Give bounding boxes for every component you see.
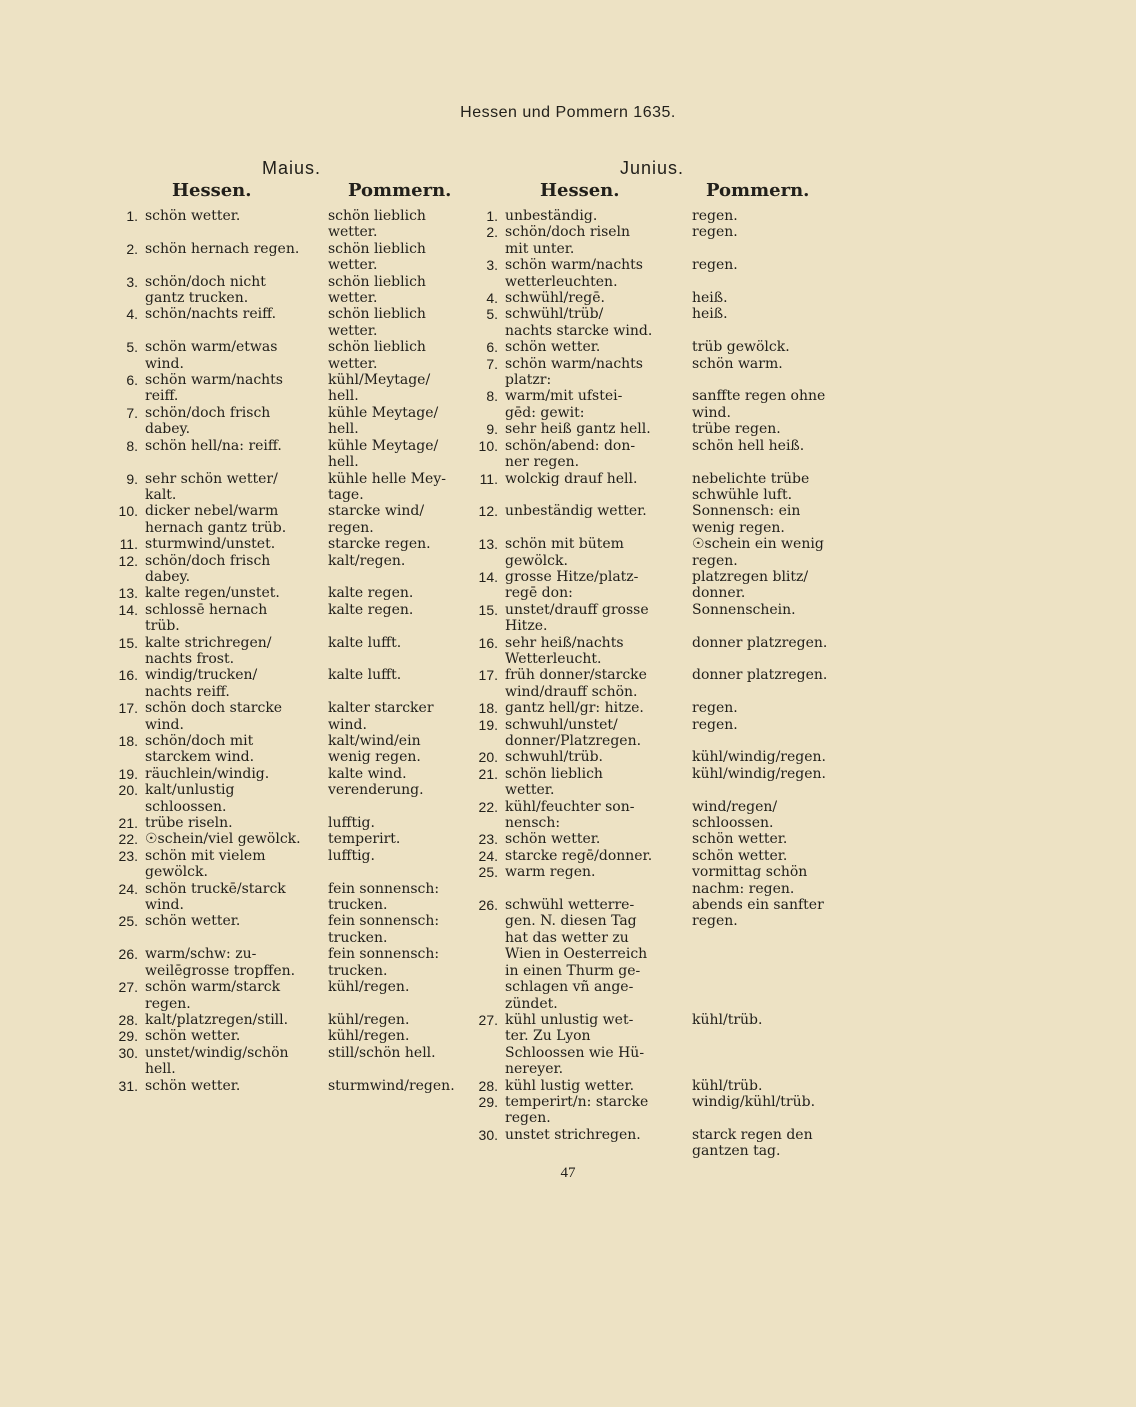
- day-number: 10.: [478, 437, 498, 454]
- hessen-weather: gantz hell/gr: hitze.: [505, 700, 644, 717]
- hessen-weather: schön wetter.: [145, 1077, 241, 1094]
- table-row: [112, 241, 478, 274]
- hessen-weather: schwuhl/unstet/ donner/Platzregen.: [505, 716, 642, 749]
- day-number: 9.: [486, 421, 498, 438]
- pommern-weather: kalte wind.: [328, 765, 407, 782]
- pommern-weather: kühl/Meytage/ hell.: [328, 372, 431, 405]
- hessen-weather: schwuhl/trüb.: [505, 749, 603, 766]
- pommern-weather: wind/regen/ schloossen.: [692, 798, 778, 832]
- day-number: 24.: [478, 847, 498, 864]
- pommern-weather: lufftig.: [328, 847, 375, 864]
- table-row: [472, 667, 852, 700]
- table-row: [472, 799, 852, 832]
- hessen-weather: warm/mit ufstei- gēd: gewit:: [505, 388, 623, 421]
- table-row: [472, 766, 852, 799]
- day-number: 4.: [126, 306, 138, 323]
- day-number: 29.: [478, 1093, 498, 1110]
- pommern-weather: schön lieblich wetter.: [328, 339, 426, 372]
- pommern-weather: kühl/windig/regen.: [692, 749, 826, 766]
- hessen-weather: sturmwind/unstet.: [145, 536, 276, 553]
- day-number: 11.: [479, 470, 498, 487]
- hessen-weather: schön warm/starck regen.: [145, 979, 281, 1012]
- hessen-weather: schön/nachts reiff.: [145, 306, 277, 323]
- hessen-weather: wolckig drauf hell.: [505, 470, 638, 487]
- pommern-weather: regen.: [692, 208, 738, 224]
- day-number: 31.: [118, 1077, 138, 1094]
- day-number: 12.: [478, 503, 498, 520]
- pommern-weather: platzregen blitz/ donner.: [692, 568, 809, 602]
- column-header-hessen: Hessen.: [540, 180, 620, 201]
- hessen-weather: schön warm/nachts wetterleuchten.: [505, 257, 643, 290]
- table-row: [112, 913, 478, 946]
- pommern-weather: regen.: [692, 700, 738, 717]
- day-number: 12.: [118, 552, 138, 569]
- day-number: 8.: [126, 437, 138, 454]
- hessen-weather: unstet/windig/schön hell.: [145, 1044, 289, 1078]
- day-number: 18.: [478, 700, 498, 717]
- pommern-weather: kalte regen.: [328, 585, 414, 602]
- hessen-weather: schön hernach regen.: [145, 240, 300, 257]
- hessen-weather: schwühl wetterre- gen. N. diesen Tag hat das wetter zu Wien in Oesterreich in einen Thurm ge- schlagen vñ ange- zündet.: [505, 897, 648, 1012]
- table-row: [112, 766, 478, 782]
- table-row: [112, 1045, 478, 1078]
- table-row: [112, 667, 478, 700]
- hessen-weather: schön truckē/starck wind.: [145, 880, 286, 914]
- day-number: 6.: [486, 339, 498, 356]
- table-row: [472, 717, 852, 750]
- table-row: [112, 602, 478, 635]
- day-number: 20.: [118, 782, 138, 799]
- table-row: [112, 881, 478, 914]
- pommern-weather: nebelichte trübe schwühle luft.: [692, 470, 810, 503]
- table-row: [112, 815, 478, 831]
- hessen-weather: räuchlein/windig.: [145, 765, 270, 782]
- hessen-weather: schön/abend: don- ner regen.: [505, 437, 636, 471]
- table-row: [112, 503, 478, 536]
- pommern-weather: Sonnenschein.: [692, 601, 796, 618]
- day-number: 18.: [118, 733, 138, 749]
- day-number: 3.: [126, 273, 138, 290]
- table-row: [472, 749, 852, 765]
- table-row: [112, 274, 478, 307]
- pommern-weather: verenderung.: [328, 782, 424, 799]
- table-row: [472, 421, 852, 437]
- hessen-weather: kühl unlustig wet- ter. Zu Lyon Schloossen wie Hü- nereyer.: [505, 1011, 645, 1078]
- hessen-weather: schön hell/na: reiff.: [145, 437, 282, 454]
- hessen-weather: temperirt/n: starcke regen.: [505, 1093, 649, 1127]
- hessen-weather: schön warm/nachts platzr:: [505, 355, 643, 389]
- table-row: [112, 536, 478, 552]
- day-number: 30.: [478, 1126, 498, 1143]
- table-row: [472, 569, 852, 602]
- day-number: 16.: [478, 634, 498, 651]
- day-number: 21.: [478, 765, 498, 782]
- day-number: 24.: [118, 880, 138, 897]
- hessen-weather: schön wetter.: [145, 208, 241, 224]
- table-row: [472, 471, 852, 504]
- table-row: [112, 782, 478, 815]
- hessen-weather: sehr schön wetter/ kalt.: [145, 470, 278, 503]
- pommern-weather: donner platzregen.: [692, 667, 828, 684]
- pommern-weather: kalt/wind/ein wenig regen.: [328, 733, 421, 766]
- pommern-weather: donner platzregen.: [692, 634, 828, 651]
- pommern-weather: kühl/regen.: [328, 1011, 410, 1028]
- day-number: 9.: [126, 470, 138, 487]
- pommern-weather: abends ein sanfter regen.: [692, 897, 824, 930]
- pommern-weather: ☉schein ein wenig regen.: [692, 536, 824, 569]
- hessen-weather: unstet strichregen.: [505, 1126, 641, 1143]
- day-number: 13.: [478, 536, 498, 553]
- hessen-weather: warm/schw: zu- weilēgrosse tropffen.: [145, 946, 296, 979]
- hessen-weather: grosse Hitze/platz- regē don:: [505, 568, 639, 602]
- pommern-weather: heiß.: [692, 290, 728, 307]
- pommern-weather: schön lieblich wetter.: [328, 273, 426, 307]
- page-number: 47: [560, 1165, 576, 1181]
- hessen-weather: schwühl/trüb/ nachts starcke wind.: [505, 306, 653, 339]
- pommern-weather: vormittag schön nachm: regen.: [692, 864, 808, 897]
- table-row: [472, 306, 852, 339]
- column-header-pommern: Pommern.: [348, 180, 452, 201]
- day-number: 8.: [486, 388, 498, 405]
- table-row: [472, 356, 852, 389]
- day-number: 27.: [478, 1011, 498, 1028]
- table-row: [472, 224, 852, 257]
- hessen-weather: unbeständig.: [505, 208, 598, 224]
- pommern-weather: fein sonnensch: trucken.: [328, 880, 440, 914]
- day-number: 25.: [118, 913, 138, 930]
- junius-table: [472, 208, 852, 1160]
- pommern-weather: schön hell heiß.: [692, 437, 805, 454]
- day-number: 27.: [118, 979, 138, 996]
- pommern-weather: schön lieblich wetter.: [328, 240, 426, 274]
- day-number: 29.: [118, 1028, 138, 1045]
- hessen-weather: schön/doch frisch dabey.: [145, 552, 271, 585]
- table-row: [472, 848, 852, 864]
- pommern-weather: kühl/trüb.: [692, 1011, 763, 1028]
- hessen-weather: schön/doch riseln mit unter.: [505, 224, 631, 257]
- pommern-weather: kühl/regen.: [328, 1028, 410, 1045]
- table-row: [112, 372, 478, 405]
- day-number: 19.: [478, 716, 498, 733]
- table-row: [472, 635, 852, 668]
- table-row: [472, 503, 852, 536]
- day-number: 5.: [486, 306, 498, 323]
- pommern-weather: kalte regen.: [328, 601, 414, 618]
- maius-table: [112, 208, 478, 1094]
- pommern-weather: kalte lufft.: [328, 667, 402, 684]
- day-number: 26.: [118, 946, 138, 963]
- table-row: [112, 946, 478, 979]
- pommern-weather: kalte lufft.: [328, 634, 402, 651]
- table-row: [472, 1094, 852, 1127]
- hessen-weather: ☉schein/viel gewölck.: [145, 831, 301, 848]
- pommern-weather: fein sonnensch: trucken.: [328, 913, 440, 946]
- day-number: 6.: [126, 372, 138, 389]
- day-number: 3.: [486, 257, 498, 274]
- hessen-weather: schön wetter.: [145, 1028, 241, 1045]
- table-row: [472, 290, 852, 306]
- hessen-weather: schön/doch nicht gantz trucken.: [145, 273, 266, 307]
- table-row: [112, 438, 478, 471]
- pommern-weather: schön wetter.: [692, 831, 788, 848]
- hessen-weather: schön mit vielem gewölck.: [145, 847, 266, 881]
- hessen-weather: warm regen.: [505, 864, 596, 881]
- hessen-weather: schön doch starcke wind.: [145, 700, 283, 733]
- pommern-weather: schön lieblich wetter.: [328, 208, 426, 241]
- day-number: 13.: [118, 585, 138, 602]
- table-row: [472, 536, 852, 569]
- day-number: 22.: [478, 798, 498, 815]
- pommern-weather: regen.: [692, 716, 738, 733]
- pommern-weather: still/schön hell.: [328, 1044, 436, 1061]
- day-number: 23.: [118, 847, 138, 864]
- pommern-weather: kühle Meytage/ hell.: [328, 437, 439, 471]
- table-row: [472, 864, 852, 897]
- day-number: 30.: [118, 1044, 138, 1061]
- day-number: 7.: [126, 404, 138, 421]
- table-row: [472, 700, 852, 716]
- table-row: [112, 405, 478, 438]
- column-header-hessen: Hessen.: [172, 180, 252, 201]
- table-row: [112, 1012, 478, 1028]
- pommern-weather: kühl/trüb.: [692, 1077, 763, 1094]
- hessen-weather: kühl/feuchter son- nensch:: [505, 798, 635, 832]
- pommern-weather: starck regen den gantzen tag.: [692, 1126, 813, 1160]
- day-number: 15.: [478, 601, 498, 618]
- day-number: 14.: [118, 601, 138, 618]
- pommern-weather: regen.: [692, 257, 738, 274]
- hessen-weather: schön lieblich wetter.: [505, 765, 603, 799]
- day-number: 26.: [478, 897, 498, 914]
- table-row: [112, 979, 478, 1012]
- hessen-weather: kalte strichregen/ nachts frost.: [145, 634, 272, 667]
- pommern-weather: kühle helle Mey- tage.: [328, 470, 446, 503]
- table-row: [472, 602, 852, 635]
- day-number: 16.: [118, 667, 138, 684]
- day-number: 21.: [118, 815, 138, 832]
- table-row: [472, 438, 852, 471]
- table-row: [112, 1078, 478, 1094]
- table-row: [472, 339, 852, 355]
- hessen-weather: kalt/unlustig schloossen.: [145, 782, 235, 815]
- pommern-weather: temperirt.: [328, 831, 401, 848]
- day-number: 1.: [126, 208, 138, 224]
- pommern-weather: sanffte regen ohne wind.: [692, 388, 826, 421]
- table-row: [112, 635, 478, 668]
- table-row: [112, 700, 478, 733]
- pommern-weather: lufftig.: [328, 815, 375, 832]
- table-row: [472, 1012, 852, 1078]
- pommern-weather: regen.: [692, 224, 738, 241]
- day-number: 17.: [118, 700, 138, 717]
- hessen-weather: kühl lustig wetter.: [505, 1077, 635, 1094]
- table-row: [472, 257, 852, 290]
- table-row: [112, 1028, 478, 1044]
- pommern-weather: schön warm.: [692, 355, 783, 372]
- hessen-weather: sehr heiß gantz hell.: [505, 421, 651, 438]
- day-number: 28.: [478, 1077, 498, 1094]
- day-number: 19.: [118, 765, 138, 782]
- hessen-weather: windig/trucken/ nachts reiff.: [145, 667, 258, 700]
- day-number: 14.: [478, 568, 498, 585]
- pommern-weather: starcke regen.: [328, 536, 431, 553]
- table-row: [472, 1078, 852, 1094]
- day-number: 28.: [118, 1011, 138, 1028]
- table-row: [112, 585, 478, 601]
- day-number: 7.: [486, 355, 498, 372]
- hessen-weather: schön/doch mit starckem wind.: [145, 733, 255, 766]
- pommern-weather: kühle Meytage/ hell.: [328, 404, 439, 438]
- day-number: 22.: [118, 831, 138, 848]
- month-heading-junius: Junius.: [620, 158, 685, 178]
- table-row: [112, 471, 478, 504]
- hessen-weather: unbeständig wetter.: [505, 503, 647, 520]
- table-row: [472, 388, 852, 421]
- table-row: [112, 208, 478, 241]
- pommern-weather: trüb gewölck.: [692, 339, 790, 356]
- table-row: [472, 831, 852, 847]
- pommern-weather: sturmwind/regen.: [328, 1077, 455, 1094]
- hessen-weather: unstet/drauff grosse Hitze.: [505, 601, 649, 635]
- day-number: 1.: [486, 208, 498, 224]
- day-number: 10.: [118, 503, 138, 520]
- day-number: 11.: [119, 536, 138, 553]
- pommern-weather: windig/kühl/trüb.: [692, 1093, 816, 1110]
- pommern-weather: schön lieblich wetter.: [328, 306, 426, 339]
- table-row: [472, 208, 852, 224]
- hessen-weather: früh donner/starcke wind/drauff schön.: [505, 667, 647, 700]
- pommern-weather: kalter starcker wind.: [328, 700, 434, 733]
- hessen-weather: schön wetter.: [505, 831, 601, 848]
- table-row: [112, 553, 478, 586]
- table-row: [112, 848, 478, 881]
- day-number: 17.: [478, 667, 498, 684]
- table-row: [472, 897, 852, 1012]
- table-row: [112, 733, 478, 766]
- day-number: 20.: [478, 749, 498, 766]
- pommern-weather: kühl/regen.: [328, 979, 410, 996]
- pommern-weather: trübe regen.: [692, 421, 781, 438]
- hessen-weather: schlossē hernach trüb.: [145, 601, 268, 635]
- hessen-weather: schön mit bütem gewölck.: [505, 536, 624, 569]
- hessen-weather: starcke regē/donner.: [505, 847, 653, 864]
- pommern-weather: heiß.: [692, 306, 728, 323]
- hessen-weather: schön wetter.: [505, 339, 601, 356]
- day-number: 4.: [486, 290, 498, 307]
- day-number: 15.: [118, 634, 138, 651]
- day-number: 2.: [486, 224, 498, 241]
- day-number: 23.: [478, 831, 498, 848]
- hessen-weather: trübe riseln.: [145, 815, 233, 832]
- hessen-weather: schön/doch frisch dabey.: [145, 404, 271, 438]
- hessen-weather: kalt/platzregen/still.: [145, 1011, 289, 1028]
- hessen-weather: dicker nebel/warm hernach gantz trüb.: [145, 503, 287, 536]
- pommern-weather: starcke wind/ regen.: [328, 503, 425, 536]
- hessen-weather: schwühl/regē.: [505, 290, 605, 307]
- hessen-weather: sehr heiß/nachts Wetterleucht.: [505, 634, 624, 667]
- month-heading-maius: Maius.: [262, 158, 322, 178]
- hessen-weather: kalte regen/unstet.: [145, 585, 280, 602]
- hessen-weather: schön warm/etwas wind.: [145, 339, 278, 372]
- table-row: [112, 831, 478, 847]
- pommern-weather: kühl/windig/regen.: [692, 765, 826, 782]
- pommern-weather: Sonnensch: ein wenig regen.: [692, 503, 801, 536]
- pommern-weather: kalt/regen.: [328, 552, 406, 569]
- table-row: [472, 1127, 852, 1160]
- table-row: [112, 306, 478, 339]
- day-number: 2.: [126, 240, 138, 257]
- pommern-weather: schön wetter.: [692, 847, 788, 864]
- day-number: 5.: [126, 339, 138, 356]
- table-row: [112, 339, 478, 372]
- day-number: 25.: [478, 864, 498, 881]
- hessen-weather: schön warm/nachts reiff.: [145, 372, 283, 405]
- pommern-weather: fein sonnensch: trucken.: [328, 946, 440, 979]
- page-title: Hessen und Pommern 1635.: [460, 104, 676, 121]
- column-header-pommern: Pommern.: [706, 180, 810, 201]
- hessen-weather: schön wetter.: [145, 913, 241, 930]
